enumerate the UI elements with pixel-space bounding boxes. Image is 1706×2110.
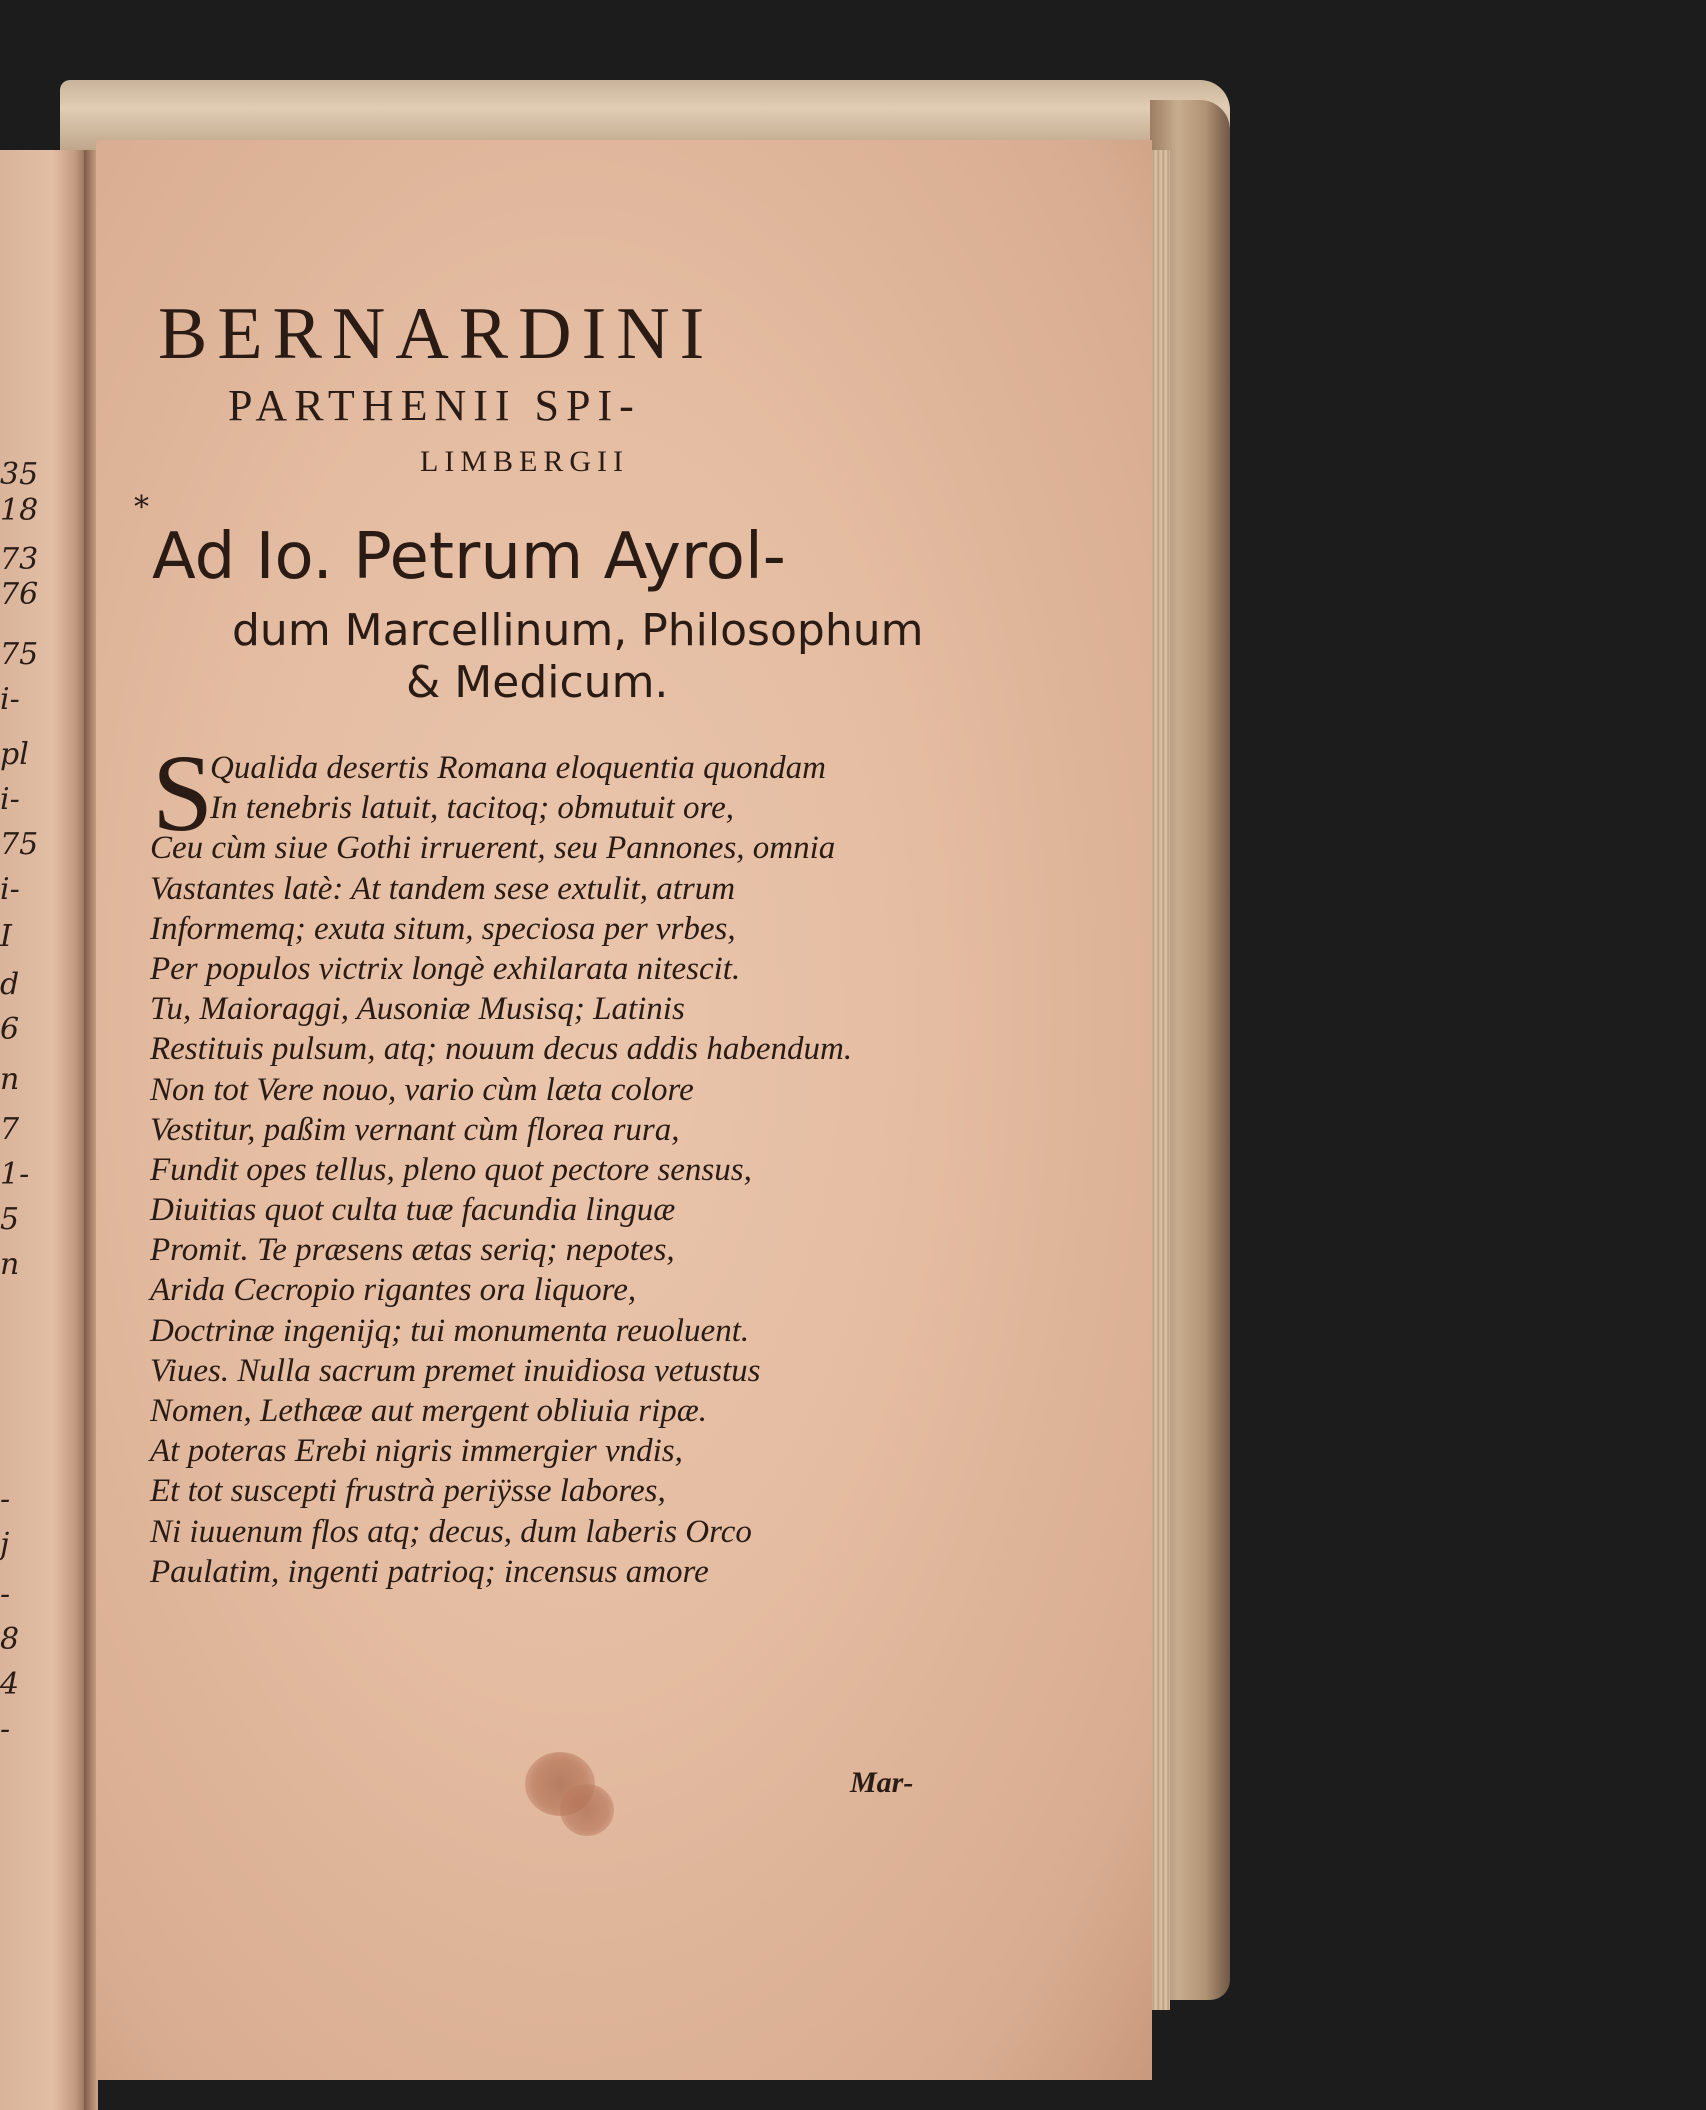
- margin-fragment: 75: [0, 637, 39, 672]
- margin-fragment: 5: [0, 1202, 20, 1237]
- poem-line: Et tot suscepti frustrà periÿsse labores,: [150, 1473, 666, 1510]
- margin-fragment: n: [0, 1247, 20, 1282]
- margin-fragment: 76: [0, 577, 39, 612]
- poem-line: Qualida desertis Romana eloquentia quondam: [210, 750, 826, 786]
- poem-line: Ni iuuenum flos atq; decus, dum laberis Orco: [150, 1513, 752, 1550]
- margin-fragment: j: [0, 1527, 10, 1562]
- margin-fragment: 35: [0, 457, 39, 492]
- margin-fragment: 6: [0, 1012, 20, 1047]
- drop-cap: S: [152, 732, 214, 854]
- margin-fragment: I: [0, 919, 12, 954]
- poem-line: Viues. Nulla sacrum premet inuidiosa vetustus: [150, 1352, 761, 1389]
- catchword: Mar-: [850, 1766, 914, 1799]
- margin-fragment: 18: [0, 493, 39, 528]
- poem-line: Vestitur, paßim vernant cùm florea rura,: [150, 1111, 680, 1148]
- poem-line: Promit. Te præsens ætas seriq; nepotes,: [150, 1232, 675, 1269]
- poem-line: Non tot Vere nouo, vario cùm læta colore: [150, 1071, 694, 1108]
- author-name-line-2: PARTHENII SPI-: [228, 381, 641, 430]
- margin-fragment: 1-: [0, 1157, 30, 1192]
- margin-fragment: i-: [0, 682, 20, 717]
- dedication-line-1: Ad Io. Petrum Ayrol-: [152, 520, 786, 594]
- poem-line: Fundit opes tellus, pleno quot pectore sensus,: [150, 1151, 752, 1188]
- margin-fragment: -: [0, 1712, 11, 1747]
- poem-line: In tenebris latuit, tacitoq; obmutuit ore,: [210, 790, 734, 827]
- margin-fragment: 4: [0, 1667, 20, 1702]
- margin-fragment: 73: [0, 542, 39, 577]
- dedication-line-3: & Medicum.: [406, 657, 669, 708]
- margin-fragment: i-: [0, 872, 20, 907]
- poem-line: Paulatim, ingenti patrioq; incensus amore: [150, 1553, 709, 1590]
- margin-fragment: 75: [0, 827, 39, 862]
- poem-lines: [150, 748, 853, 1592]
- author-name-line: BERNARDINI: [158, 293, 715, 375]
- margin-fragment: d: [0, 967, 20, 1002]
- poem-line: At poteras Erebi nigris immergier vndis,: [150, 1433, 683, 1470]
- margin-fragment: pl: [0, 737, 29, 772]
- dedication-line-2: dum Marcellinum, Philosophum: [232, 605, 924, 656]
- asterisk-mark-icon: *: [134, 490, 149, 525]
- margin-fragment: -: [0, 1482, 11, 1517]
- poem-line: Diuitias quot culta tuæ facundia linguæ: [150, 1192, 676, 1229]
- poem-line: Ceu cùm siue Gothi irruerent, seu Pannones, omnia: [150, 830, 836, 867]
- poem-line: Restituis pulsum, atq; nouum decus addis habendum.: [150, 1031, 853, 1068]
- poem-line: Arida Cecropio rigantes ora liquore,: [150, 1272, 637, 1309]
- poem-line: Tu, Maioraggi, Ausoniæ Musisq; Latinis: [150, 991, 685, 1028]
- margin-fragment: 7: [0, 1112, 20, 1147]
- poem-line: Informemq; exuta situm, speciosa per vrbes,: [150, 910, 736, 947]
- poem-line: Nomen, Lethææ aut mergent obliuia ripæ.: [150, 1393, 708, 1429]
- poem-line: Doctrinæ ingenijq; tui monumenta reuoluent.: [150, 1312, 750, 1349]
- poem-line: Per populos victrix longè exhilarata nitescit.: [150, 950, 741, 987]
- margin-fragment: i-: [0, 782, 20, 817]
- poem-line: Vastantes latè: At tandem sese extulit, atrum: [150, 870, 736, 907]
- margin-fragment: 8: [0, 1622, 20, 1657]
- author-name-line-3: LIMBERGII: [420, 445, 629, 478]
- margin-fragment: -: [0, 1577, 11, 1612]
- margin-fragment: n: [0, 1062, 20, 1097]
